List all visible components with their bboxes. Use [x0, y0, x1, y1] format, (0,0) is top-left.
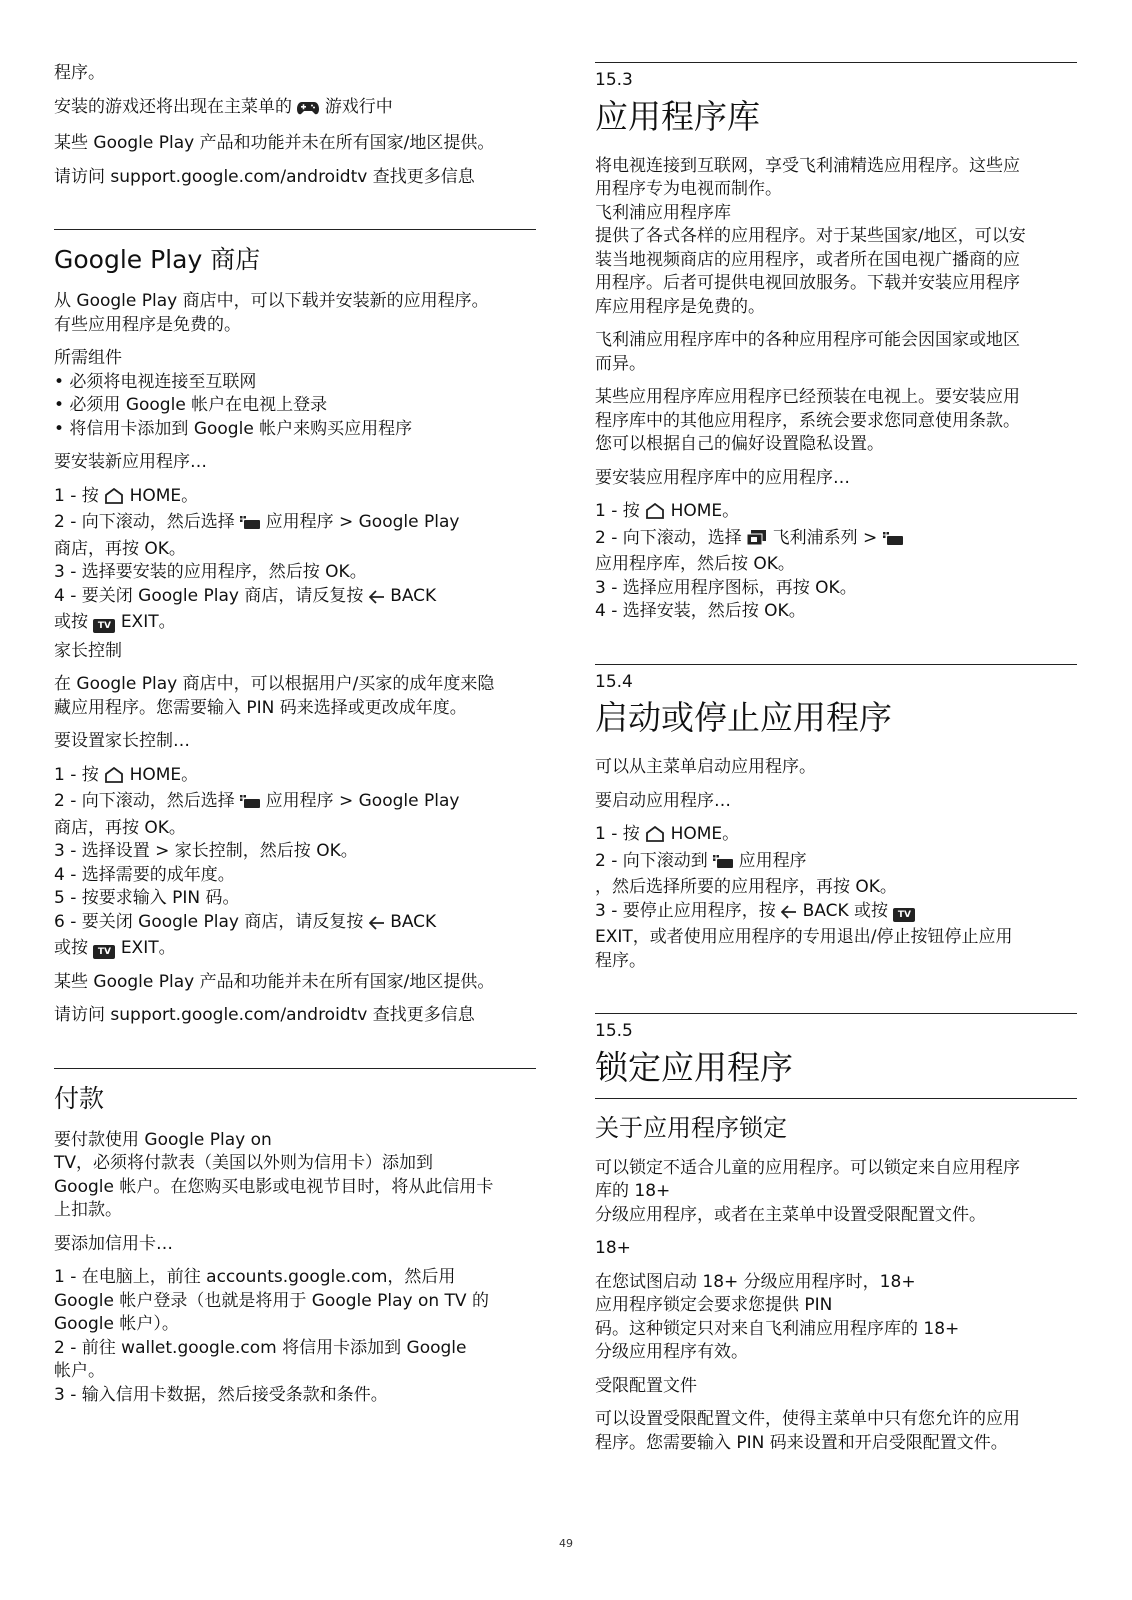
home-icon	[104, 767, 124, 791]
step-line: 1 - 在电脑上，前往 accounts.google.com，然后用	[54, 1267, 456, 1287]
step-1: 1 - 按 HOME。	[595, 500, 1077, 527]
step-3: 3 - 选择应用程序图标，再按 OK。	[595, 577, 857, 598]
step-2-cont: ，然后选择所要的应用程序，再按 OK。	[595, 877, 897, 897]
apps-icon	[240, 514, 260, 538]
subheading: 所需组件	[54, 348, 122, 368]
paragraph-line: 库的 18+	[595, 1181, 671, 1201]
step-1: 1 - 按 HOME。	[595, 823, 1077, 850]
right-column	[595, 62, 1077, 1455]
step-2-cont: 应用程序库，然后按 OK。	[595, 554, 795, 574]
apps-icon	[883, 530, 903, 554]
step-2: 2 - 向下滚动，选择 飞利浦系列 >	[595, 527, 1077, 554]
paragraph-line: 要付款使用 Google Play on	[54, 1129, 272, 1150]
list-item: • 必须将电视连接至互联网	[54, 371, 257, 392]
paragraph-line: 应用程序锁定会要求您提供 PIN	[595, 1295, 833, 1315]
home-icon	[645, 826, 665, 850]
paragraph-line: 在您试图启动 18+ 分级应用程序时，18+	[595, 1271, 916, 1292]
intro-line: 程序。	[54, 63, 105, 83]
paragraph-line: 用程序。后者可提供电视回放服务。下载并安装应用程序	[595, 273, 1020, 293]
back-arrow-icon	[781, 903, 797, 927]
paragraph-line: 有些应用程序是免费的。	[54, 314, 241, 335]
philips-collection-icon	[747, 530, 767, 554]
paragraph-line: 提供了各式各样的应用程序。对于某些国家/地区，可以安	[595, 226, 1026, 246]
apps-icon	[240, 793, 260, 817]
step-2-cont: 商店，再按 OK。	[54, 817, 186, 838]
section-divider	[595, 62, 1077, 63]
paragraph-line: 某些 Google Play 产品和功能并未在所有国家/地区提供。	[54, 971, 495, 992]
step-line: Google 帐户）。	[54, 1314, 179, 1334]
section-number: 15.3	[595, 70, 633, 90]
intro-line: 安装的游戏还将出现在主菜单的 游戏行中	[54, 96, 536, 123]
apps-icon	[713, 853, 733, 877]
paragraph-line: 用程序专为电视而制作。	[595, 179, 782, 199]
step-3: 3 - 选择设置 > 家长控制，然后按 OK。	[54, 841, 358, 861]
heading-app-gallery: 应用程序库	[595, 96, 760, 136]
step-3-cont: 程序。	[595, 950, 646, 971]
paragraph-line: 库应用程序是免费的。	[595, 296, 765, 317]
subheading: 要启动应用程序…	[595, 790, 731, 811]
section-divider	[54, 1068, 536, 1069]
section-divider	[595, 664, 1077, 665]
step-line: Google 帐户登录（也就是将用于 Google Play on TV 的	[54, 1290, 489, 1311]
paragraph-line: 飞利浦应用程序库中的各种应用程序可能会因国家或地区	[595, 330, 1020, 350]
section-divider	[595, 1013, 1077, 1014]
step-line: 3 - 输入信用卡数据，然后接受条款和条件。	[54, 1384, 388, 1405]
step-1: 1 - 按 HOME。	[54, 764, 536, 791]
subheading: 要安装新应用程序…	[54, 452, 207, 472]
step-6: 6 - 要关闭 Google Play 商店，请反复按 BACK	[54, 911, 536, 938]
step-2-cont: 商店，再按 OK。	[54, 538, 186, 559]
step-2: 2 - 向下滚动，然后选择 应用程序 > Google Play	[54, 790, 536, 817]
paragraph-line: 分级应用程序，或者在主菜单中设置受限配置文件。	[595, 1204, 986, 1225]
step-3: 3 - 选择要安装的应用程序，然后按 OK。	[54, 562, 367, 582]
section-divider	[54, 229, 536, 230]
step-4-cont: 或按 TV EXIT。	[54, 612, 176, 632]
paragraph-line: 藏应用程序。您需要输入 PIN 码来选择或更改成年度。	[54, 697, 467, 718]
subheading-about-app-lock: 关于应用程序锁定	[595, 1113, 787, 1142]
step-1: 1 - 按 HOME。	[54, 485, 536, 512]
paragraph-line: 从 Google Play 商店中，可以下载并安装新的应用程序。	[54, 291, 489, 311]
heading-payment: 付款	[54, 1083, 105, 1113]
intro-line: 某些 Google Play 产品和功能并未在所有国家/地区提供。	[54, 133, 495, 153]
paragraph-line: TV，必须将付款表（美国以外则为信用卡）添加到	[54, 1153, 434, 1173]
heading-lock-apps: 锁定应用程序	[595, 1047, 793, 1087]
paragraph-line: 程序。您需要输入 PIN 码来设置和开启受限配置文件。	[595, 1432, 1008, 1453]
home-icon	[104, 488, 124, 512]
subheading: 要添加信用卡…	[54, 1233, 173, 1254]
back-arrow-icon	[369, 914, 385, 938]
subheading: 18+	[595, 1238, 631, 1258]
step-3-cont: EXIT，或者使用应用程序的专用退出/停止按钮停止应用	[595, 927, 1013, 947]
step-4: 4 - 要关闭 Google Play 商店，请反复按 BACK	[54, 585, 536, 612]
paragraph-line: 您可以根据自己的偏好设置隐私设置。	[595, 434, 884, 454]
paragraph-line: 程序库中的其他应用程序，系统会要求您同意使用条款。	[595, 410, 1020, 431]
section-number: 15.5	[595, 1021, 633, 1041]
step-line: 帐户。	[54, 1361, 105, 1381]
subheading: 受限配置文件	[595, 1375, 697, 1396]
subheading: 要安装应用程序库中的应用程序…	[595, 467, 850, 488]
heading-start-stop-apps: 启动或停止应用程序	[595, 698, 892, 737]
section-number: 15.4	[595, 671, 633, 692]
intro-line: 请访问 support.google.com/androidtv 查找更多信息	[54, 166, 475, 187]
list-item: • 将信用卡添加到 Google 帐户来购买应用程序	[54, 418, 413, 439]
step-5: 5 - 按要求输入 PIN 码。	[54, 888, 240, 908]
paragraph-line: 上扣款。	[54, 1200, 122, 1220]
paragraph-line: 请访问 support.google.com/androidtv 查找更多信息	[54, 1005, 475, 1025]
gamepad-icon	[297, 99, 319, 123]
paragraph-line: 码。这种锁定只对来自飞利浦应用程序库的 18+	[595, 1318, 960, 1339]
step-4: 4 - 选择安装，然后按 OK。	[595, 601, 806, 621]
paragraph-line: 将电视连接到互联网，享受飞利浦精选应用程序。这些应	[595, 155, 1020, 176]
list-item: • 必须用 Google 帐户在电视上登录	[54, 395, 328, 415]
paragraph-line: 飞利浦应用程序库	[595, 202, 731, 223]
back-arrow-icon	[369, 588, 385, 612]
tv-icon: TV	[93, 945, 115, 959]
step-3: 3 - 要停止应用程序，按 BACK 或按 TV	[595, 900, 1077, 927]
paragraph-line: 某些应用程序库应用程序已经预装在电视上。要安装应用	[595, 387, 1020, 407]
page-number: 49	[559, 1537, 573, 1550]
paragraph-line: 装当地视频商店的应用程序，或者所在国电视广播商的应	[595, 249, 1020, 270]
paragraph-line: Google 帐户。在您购买电影或电视节目时，将从此信用卡	[54, 1176, 494, 1197]
tv-icon: TV	[93, 619, 115, 633]
paragraph-line: 可以设置受限配置文件，使得主菜单中只有您允许的应用	[595, 1409, 1020, 1429]
paragraph-line: 在 Google Play 商店中，可以根据用户/买家的成年度来隐	[54, 674, 495, 694]
step-2: 2 - 向下滚动到 应用程序	[595, 850, 1077, 877]
paragraph-line: 而异。	[595, 353, 646, 374]
paragraph-line: 分级应用程序有效。	[595, 1342, 748, 1362]
section-divider	[595, 1098, 1077, 1099]
home-icon	[645, 503, 665, 527]
paragraph-line: 可以锁定不适合儿童的应用程序。可以锁定来自应用程序	[595, 1157, 1020, 1178]
step-line: 2 - 前往 wallet.google.com 将信用卡添加到 Google	[54, 1337, 467, 1358]
step-6-cont: 或按 TV EXIT。	[54, 938, 176, 958]
tv-icon: TV	[893, 908, 915, 922]
subheading: 要设置家长控制…	[54, 731, 190, 751]
step-2: 2 - 向下滚动，然后选择 应用程序 > Google Play	[54, 511, 536, 538]
paragraph-line: 可以从主菜单启动应用程序。	[595, 757, 816, 777]
left-column	[54, 62, 536, 1407]
heading-google-play: Google Play 商店	[54, 245, 261, 274]
step-4: 4 - 选择需要的成年度。	[54, 864, 235, 885]
subheading: 家长控制	[54, 640, 122, 661]
